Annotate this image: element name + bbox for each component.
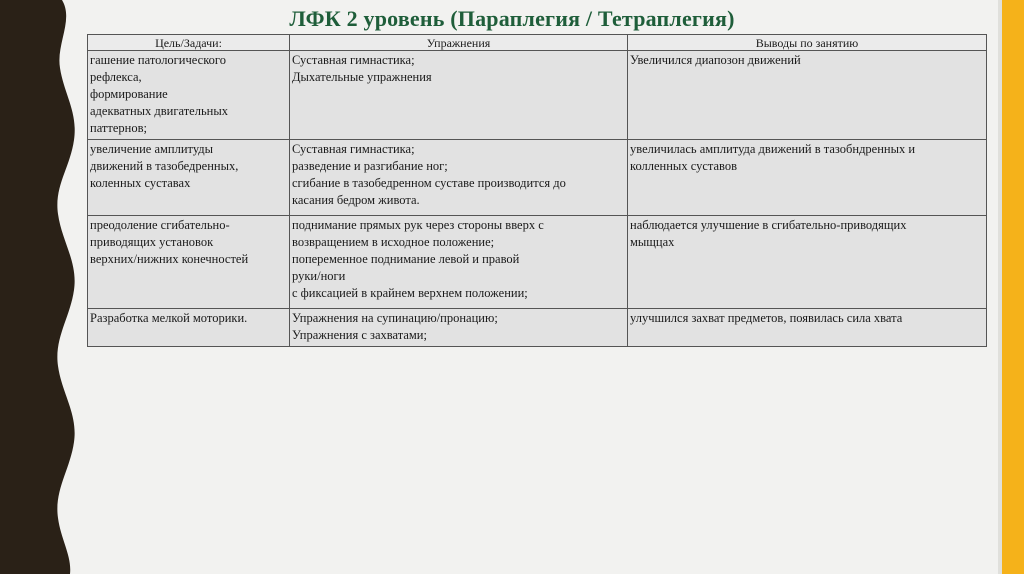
- cell-result: улучшился захват предметов, появилась сила хвата: [628, 309, 987, 347]
- cell-goal: преодоление сгибательно- приводящих установок верхних/нижних конечностей: [88, 216, 290, 309]
- slide-title: ЛФК 2 уровень (Параплегия / Тетраплегия): [289, 6, 735, 31]
- header-exercises: Упражнения: [290, 35, 628, 51]
- accent-bar: [1002, 0, 1024, 574]
- header-goal: Цель/Задачи:: [88, 35, 290, 51]
- cell-goal: увеличение амплитуды движений в тазобедренных, коленных суставах: [88, 140, 290, 216]
- cell-result: увеличилась амплитуда движений в тазобндренных и колленных суставов: [628, 140, 987, 216]
- cell-goal: гашение патологического рефлекса, формирование адекватных двигательных паттернов;: [88, 51, 290, 140]
- cell-result: наблюдается улучшение в сгибательно-приводящих мыщцах: [628, 216, 987, 309]
- header-result: Выводы по занятию: [628, 35, 987, 51]
- cell-exercises: Суставная гимнастика; разведение и разгибание ног; сгибание в тазобедренном суставе производится до касания бедром живота.: [290, 140, 628, 216]
- cell-exercises: Упражнения на супинацию/пронацию; Упражнения с захватами;: [290, 309, 628, 347]
- exercise-table: [87, 34, 987, 347]
- cell-exercises: поднимание прямых рук через стороны вверх с возвращением в исходное положение; попеременное поднимание левой и правой руки/ноги с фиксацией в крайнем верхнем положении;: [290, 216, 628, 309]
- cell-exercises: Суставная гимнастика; Дыхательные упражнения: [290, 51, 628, 140]
- cell-result: Увеличился диапозон движений: [628, 51, 987, 140]
- cell-goal: Разработка мелкой моторики.: [88, 309, 290, 347]
- table-row: [88, 216, 987, 309]
- table-row: [88, 140, 987, 216]
- table-header-row: [88, 35, 987, 51]
- table-row: [88, 309, 987, 347]
- decorative-wavy-band: [0, 0, 90, 574]
- table-row: [88, 51, 987, 140]
